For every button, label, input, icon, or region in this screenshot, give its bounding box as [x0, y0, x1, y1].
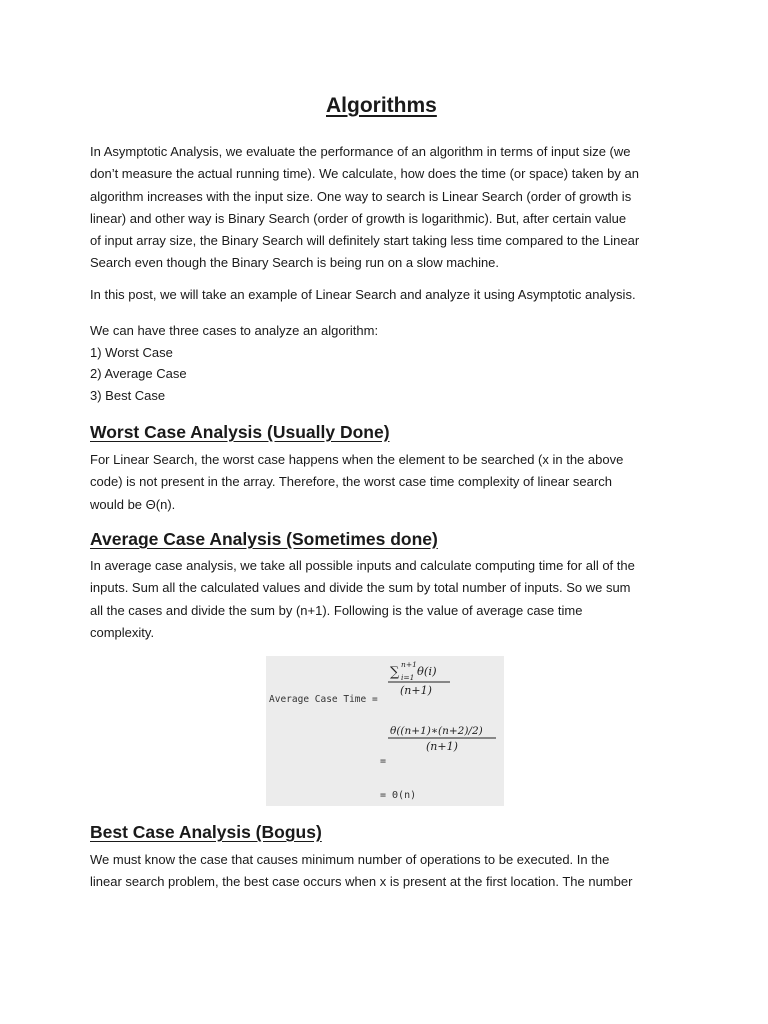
- formula-result: = Θ(n): [380, 790, 417, 801]
- text-line: inputs. Sum all the calculated values and divide the sum by total number of inputs. So we sum: [90, 580, 631, 596]
- cases-intro: We can have three cases to analyze an algorithm:: [90, 323, 379, 338]
- intro-paragraph: [90, 141, 680, 275]
- formula-label: Average Case Time =: [269, 694, 378, 705]
- list-item: 2) Average Case: [90, 366, 187, 381]
- text-line: linear) and other way is Binary Search (order of growth is logarithmic). But, after certain value: [90, 210, 627, 226]
- post-paragraph: In this post, we will take an example of Linear Search and analyze it using Asymptotic analysis.: [90, 287, 636, 302]
- best-case-heading: Best Case Analysis (Bogus): [90, 822, 322, 842]
- text-line: Search even though the Binary Search is being run on a slow machine.: [90, 255, 500, 271]
- equals-sign: =: [380, 756, 387, 767]
- text-line: algorithm increases with the input size. One way to search is Linear Search (order of growth is: [90, 188, 632, 204]
- term1-numerator: θ(i): [417, 664, 437, 678]
- text-line: For Linear Search, the worst case happens when the element to be searched (x in the above: [90, 452, 624, 467]
- worst-case-heading: Worst Case Analysis (Usually Done): [90, 422, 390, 442]
- list-item: 1) Worst Case: [90, 344, 173, 360]
- sum-upper-limit: n+1: [401, 660, 417, 669]
- text-line: don’t measure the actual running time). We calculate, how does the time (or space) taken by an: [90, 166, 639, 182]
- sum-symbol: ∑: [390, 665, 400, 680]
- text-line: complexity.: [90, 624, 155, 640]
- text-line: would be Θ(n).: [90, 496, 176, 512]
- sum-lower-limit: i=1: [401, 673, 415, 682]
- list-item: 3) Best Case: [90, 387, 166, 403]
- term2-numerator: θ((n+1)∗(n+2)/2): [390, 725, 483, 737]
- text-line: In average case analysis, we take all possible inputs and calculate computing time for all of the: [90, 558, 635, 573]
- cases-list: [90, 320, 378, 406]
- worst-case-paragraph: [90, 449, 680, 516]
- average-case-heading: Average Case Analysis (Sometimes done): [90, 529, 438, 549]
- text-line: all the cases and divide the sum by (n+1). Following is the value of average case time: [90, 602, 583, 618]
- best-case-paragraph: [90, 849, 680, 894]
- text-line: of input array size, the Binary Search will definitely start taking less time compared to the Linear: [90, 233, 640, 249]
- text-line: linear search problem, the best case occurs when x is present at the first location. The number: [90, 874, 633, 890]
- average-case-formula-image: [266, 656, 504, 806]
- text-line: code) is not present in the array. Therefore, the worst case time complexity of linear search: [90, 474, 612, 490]
- term1-denominator: (n+1): [400, 684, 432, 697]
- term2-denominator: (n+1): [426, 740, 458, 753]
- page-title: Algorithms: [326, 94, 437, 117]
- text-line: In Asymptotic Analysis, we evaluate the performance of an algorithm in terms of input size (we: [90, 144, 631, 159]
- text-line: We must know the case that causes minimum number of operations to be executed. In the: [90, 852, 610, 867]
- average-case-paragraph: [90, 555, 680, 644]
